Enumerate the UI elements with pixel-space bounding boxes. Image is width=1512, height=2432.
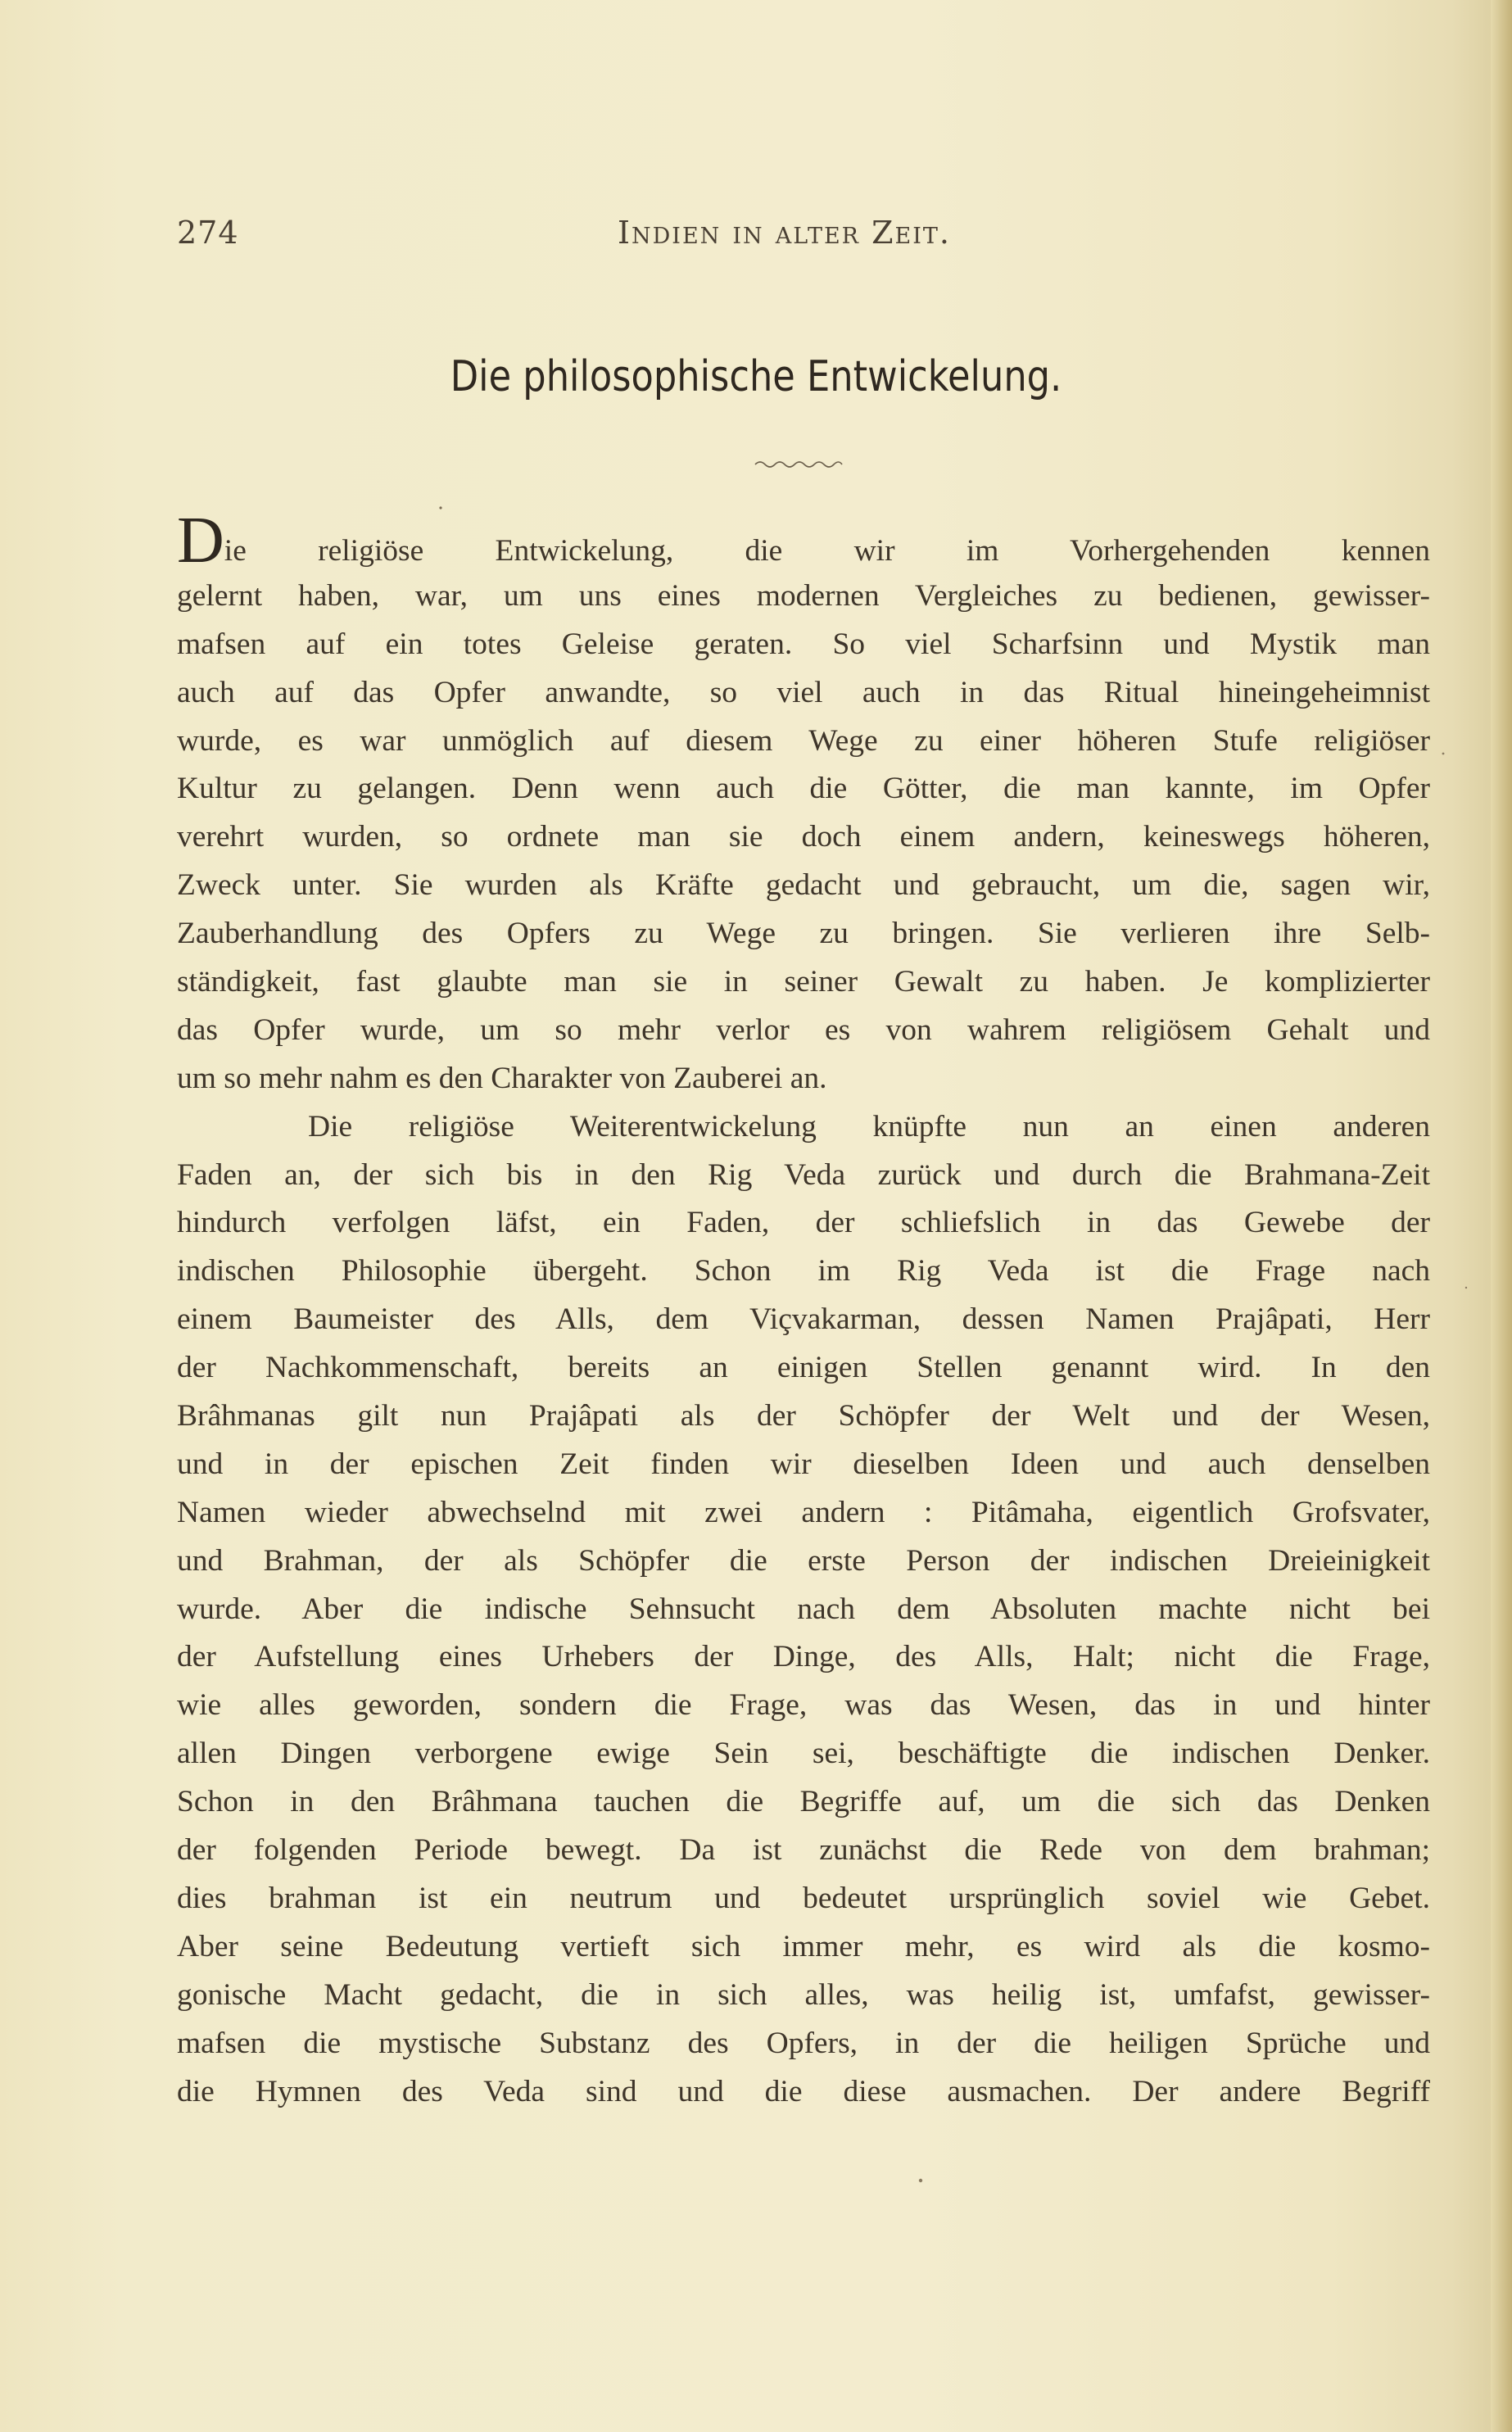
text-line: Faden an, der sich bis in den Rig Veda zurück und durch die Brahmana-Zeit bbox=[177, 1157, 1430, 1192]
drop-cap: D bbox=[177, 505, 224, 577]
page-edge-shadow bbox=[1491, 0, 1512, 2432]
text-line: verehrt wurden, so ordnete man sie doch einem andern, keineswegs höheren, bbox=[177, 820, 1430, 854]
page-number: 274 bbox=[177, 215, 239, 251]
text-line: Zweck unter. Sie wurden als Kräfte gedacht und gebraucht, um die, sagen wir, bbox=[177, 868, 1430, 903]
text-line: auch auf das Opfer anwandte, so viel auch in das Ritual hineingeheimnist bbox=[177, 675, 1430, 709]
body-text bbox=[177, 505, 1430, 2116]
text-line: wie alles geworden, sondern die Frage, was das Wesen, das in und hinter bbox=[177, 1688, 1430, 1723]
running-head bbox=[177, 215, 1428, 256]
text-line: Die religiöse Entwickelung, die wir im Vorhergehenden kennen bbox=[177, 505, 1430, 577]
text-line: hindurch verfolgen läfst, ein Faden, der schliefslich in das Gewebe der bbox=[177, 1206, 1430, 1240]
text-line: wurde, es war unmöglich auf diesem Wege zu einer höheren Stufe religiöser bbox=[177, 723, 1430, 758]
running-title: Indien in alter Zeit. bbox=[618, 215, 951, 251]
text-line: Brâhmanas gilt nun Prajâpati als der Schöpfer der Welt und der Wesen, bbox=[177, 1399, 1430, 1433]
paragraph-1 bbox=[177, 505, 1430, 1103]
text-line: und Brahman, der als Schöpfer die erste Person der indischen Dreieinigkeit bbox=[177, 1543, 1430, 1578]
text-line: dies brahman ist ein neutrum und bedeutet ursprünglich soviel wie Gebet. bbox=[177, 1881, 1430, 1915]
text-line: Die religiöse Weiterentwickelung knüpfte nun an einen anderen bbox=[308, 1109, 1430, 1144]
text-line: einem Baumeister des Alls, dem Viçvakarman, dessen Namen Prajâpati, Herr bbox=[177, 1302, 1430, 1337]
text-line: Schon in den Brâhmana tauchen die Begriffe auf, um die sich das Denken bbox=[177, 1785, 1430, 1819]
text-line: ständigkeit, fast glaubte man sie in seiner Gewalt zu haben. Je komplizierter bbox=[177, 965, 1430, 999]
text-line: Aber seine Bedeutung vertieft sich immer mehr, es wird als die kosmo- bbox=[177, 1929, 1430, 1963]
text-line: gelernt haben, war, um uns eines modernen Vergleiches zu bedienen, gewisser- bbox=[177, 578, 1430, 613]
paragraph-2 bbox=[177, 1103, 1430, 2117]
text-line: indischen Philosophie übergeht. Schon im Rig Veda ist die Frage nach bbox=[177, 1254, 1430, 1288]
text-line: wurde. Aber die indische Sehnsucht nach dem Absoluten machte nicht bei bbox=[177, 1592, 1430, 1626]
text-line: und in der epischen Zeit finden wir dieselben Ideen und auch denselben bbox=[177, 1447, 1430, 1481]
text-line: der folgenden Periode bewegt. Da ist zunächst die Rede von dem brahman; bbox=[177, 1833, 1430, 1868]
text-line: das Opfer wurde, um so mehr verlor es von wahrem religiösem Gehalt und bbox=[177, 1012, 1430, 1047]
text-line: mafsen die mystische Substanz des Opfers, in der die heiligen Sprüche und bbox=[177, 2026, 1430, 2060]
text-line: der Nachkommenschaft, bereits an einigen Stellen genannt wird. In den bbox=[177, 1351, 1430, 1385]
text-line: gonische Macht gedacht, die in sich alles, was heilig ist, umfafst, gewisser- bbox=[177, 1977, 1430, 2012]
ornament-divider-icon bbox=[754, 457, 844, 472]
text-line: der Aufstellung eines Urhebers der Dinge, des Alls, Halt; nicht die Frage, bbox=[177, 1640, 1430, 1674]
text-line: Kultur zu gelangen. Denn wenn auch die Götter, die man kannte, im Opfer bbox=[177, 772, 1430, 806]
chapter-title: Die philosophische Entwickelung. bbox=[450, 352, 1062, 401]
text-line: um so mehr nahm es den Charakter von Zauberei an. bbox=[177, 1061, 827, 1095]
text-line: allen Dingen verborgene ewige Sein sei, beschäftigte die indischen Denker. bbox=[177, 1737, 1430, 1771]
text-line: Namen wieder abwechselnd mit zwei andern : Pitâmaha, eigentlich Grofsvater, bbox=[177, 1495, 1430, 1529]
text-line: die Hymnen des Veda sind und die diese ausmachen. Der andere Begriff bbox=[177, 2074, 1430, 2108]
text-line: Zauberhandlung des Opfers zu Wege zu bringen. Sie verlieren ihre Selb- bbox=[177, 917, 1430, 951]
text-line: mafsen auf ein totes Geleise geraten. So viel Scharfsinn und Mystik man bbox=[177, 627, 1430, 661]
